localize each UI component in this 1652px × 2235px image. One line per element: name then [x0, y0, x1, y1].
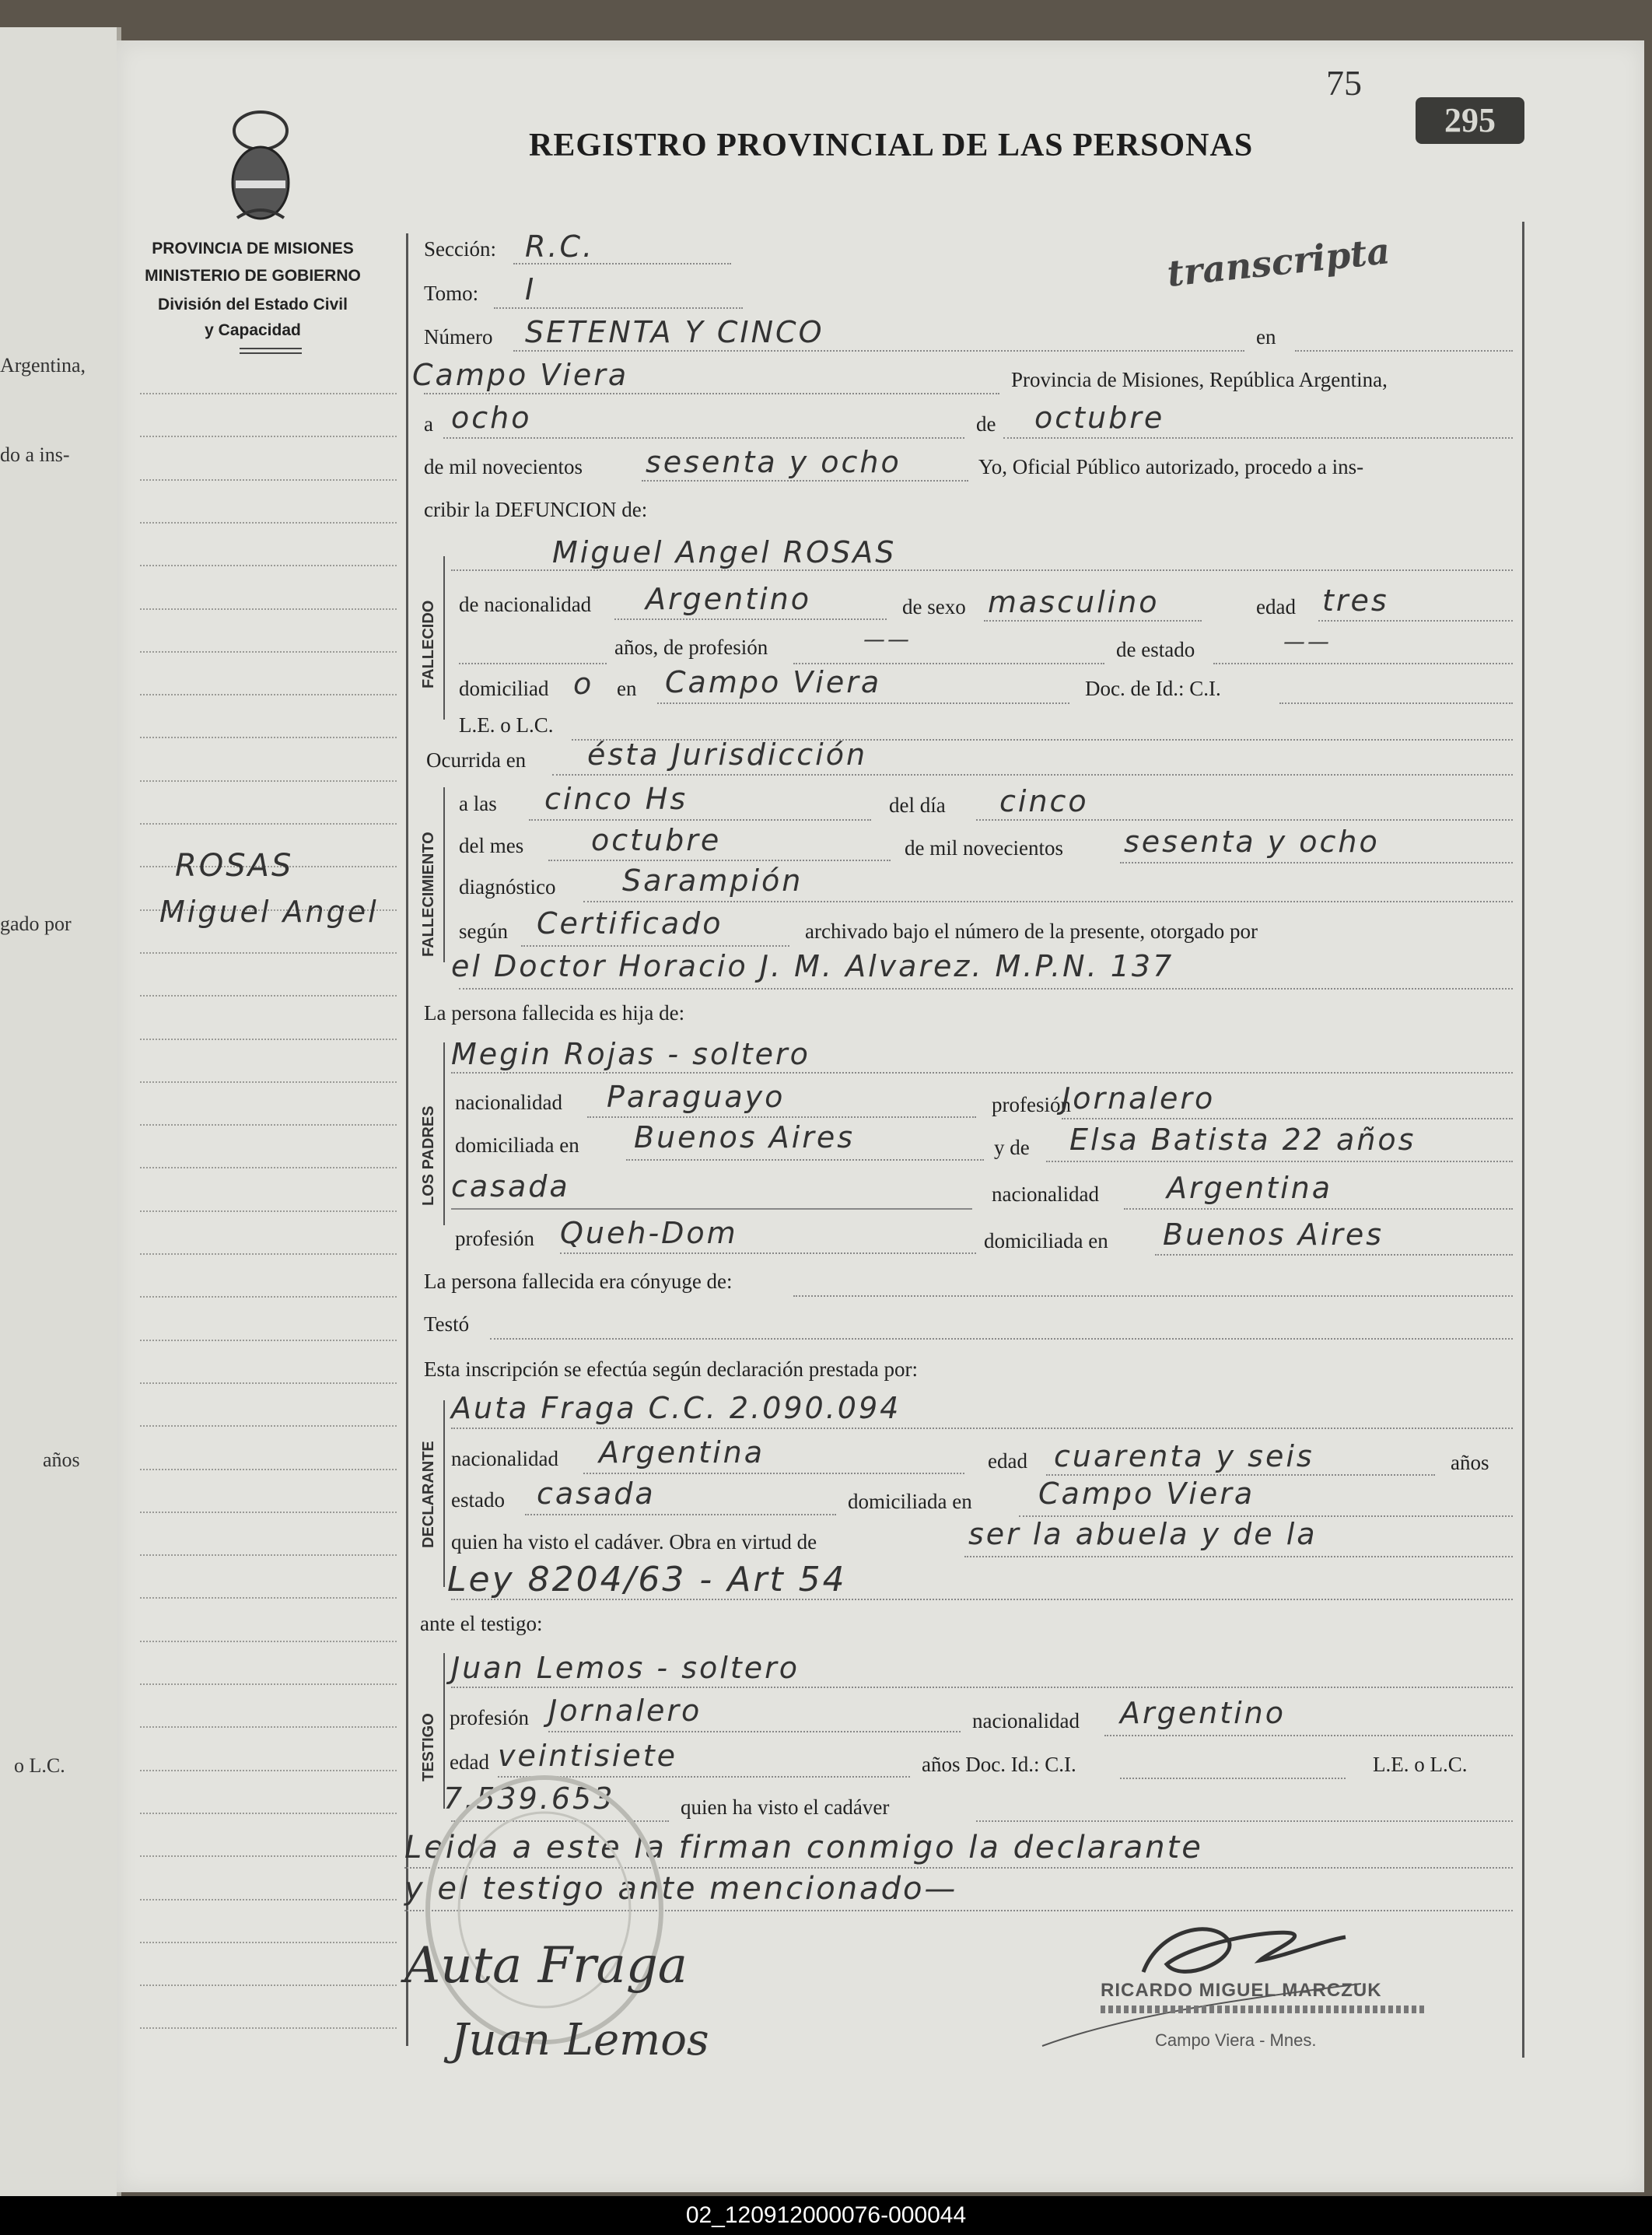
margin-rule-line: [140, 1942, 397, 1943]
field-line: [451, 1072, 1513, 1074]
margin-rule-line: [140, 1340, 397, 1341]
value-virtud: ser la abuela y de la: [968, 1517, 1318, 1551]
margin-rule-line: [140, 1081, 397, 1083]
margin-rule-line: [140, 1726, 397, 1728]
field-line: [1155, 1254, 1513, 1256]
label-a: a: [424, 412, 433, 436]
label-edad: edad: [988, 1449, 1027, 1473]
field-line: [521, 945, 789, 947]
label-sexo: de sexo: [902, 595, 966, 618]
label-mil: de mil novecientos: [424, 455, 583, 478]
label-estado: estado: [451, 1488, 505, 1512]
value-padre-prof: Jornalero: [1062, 1081, 1216, 1116]
value-leida2: y el testigo ante mencionado—: [404, 1871, 958, 1907]
value-segun: Certificado: [537, 906, 723, 941]
right-border-line: [1522, 222, 1524, 2058]
field-line: [1124, 1208, 1513, 1210]
value-hora: cinco Hs: [544, 782, 688, 816]
field-line: [451, 1687, 1513, 1688]
field-line: [548, 1731, 961, 1732]
field-line: [964, 1556, 1513, 1557]
section-label-fallecido: FALLECIDO: [420, 600, 437, 688]
label-profesion: profesión: [455, 1227, 534, 1250]
label-diagnostico: diagnóstico: [459, 875, 556, 899]
left-page-text: o L.C.: [14, 1754, 65, 1777]
agency-line: y Capacidad: [205, 321, 301, 339]
value-test-prof: Jornalero: [548, 1694, 702, 1728]
section-bracket: [443, 787, 445, 962]
value-ano-fallec: sesenta y ocho: [1124, 825, 1380, 859]
field-line: [451, 1428, 1513, 1429]
field-line: [443, 437, 964, 439]
value-padre-dom: Buenos Aires: [634, 1120, 856, 1154]
signature-testigo: Juan Lemos: [451, 2015, 709, 2065]
label-visto: quien ha visto el cadáver: [681, 1795, 890, 1819]
value-madre-prof: Queh-Dom: [560, 1216, 738, 1250]
label-archivado: archivado bajo el número de la presente, otorgado por: [805, 920, 1258, 943]
field-line: [626, 1159, 984, 1161]
field-line: [1213, 663, 1513, 664]
left-page-text: gado por: [0, 913, 72, 935]
field-line: [494, 307, 743, 309]
agency-line: PROVINCIA DE MISIONES: [152, 240, 354, 257]
label-profesion: profesión: [992, 1093, 1071, 1116]
margin-rule-line: [140, 1512, 397, 1513]
round-seal-icon: [420, 1766, 669, 2054]
label-domiciliada-en: domiciliada en: [848, 1490, 972, 1513]
agency-divider: [240, 348, 302, 354]
margin-rule-line: [140, 1469, 397, 1470]
field-line: [1295, 350, 1513, 352]
field-line: [459, 663, 607, 664]
margin-rule-line: [140, 737, 397, 738]
margin-rule-line: [140, 1899, 397, 1900]
field-line: [642, 480, 968, 482]
value-ocurrida: ésta Jurisdicción: [587, 737, 868, 772]
label-en: en: [617, 677, 637, 700]
value-declarante: Auta Fraga C.C. 2.090.094: [451, 1391, 901, 1425]
margin-rule-line: [140, 780, 397, 782]
label-ocurrida: Ocurrida en: [426, 748, 527, 772]
field-line: [583, 1473, 964, 1474]
label-domiciliada-en: domiciliada en: [455, 1133, 579, 1157]
label-seccion: Sección:: [424, 237, 496, 261]
field-line: [1120, 1778, 1346, 1779]
label-visto-obra: quien ha visto el cadáver. Obra en virtud de: [451, 1530, 817, 1554]
value-padre: Megin Rojas - soltero: [451, 1037, 810, 1071]
margin-rule-line: [140, 1296, 397, 1298]
page-number: 75: [1326, 63, 1362, 103]
margin-rule-line: [140, 608, 397, 610]
value-leida1: Leida a este la firman conmigo la declarante: [404, 1830, 1203, 1865]
label-oficial: Yo, Oficial Público autorizado, procedo a ins-: [978, 455, 1364, 478]
section-bracket: [443, 1400, 445, 1587]
field-line: [451, 1208, 972, 1210]
section-label-testigo: TESTIGO: [420, 1713, 437, 1781]
margin-line: [406, 233, 408, 2046]
signature-declarante: Auta Fraga: [404, 1937, 688, 1995]
field-line: [1046, 1474, 1435, 1476]
page-title: REGISTRO PROVINCIAL DE LAS PERSONAS: [529, 128, 1254, 163]
left-page-text: Argentina,: [0, 354, 86, 377]
margin-rule-line: [140, 393, 397, 394]
label-edad: edad: [1256, 595, 1296, 618]
margin-rule-line: [140, 995, 397, 997]
label-anos-profesion: años, de profesión: [614, 636, 768, 659]
value-domicilio: Campo Viera: [665, 665, 882, 699]
field-line: [490, 1338, 1513, 1340]
value-seccion: R.C.: [525, 229, 595, 264]
field-line: [560, 1252, 976, 1254]
section-bracket: [443, 556, 445, 720]
coat-of-arms-icon: [222, 109, 299, 226]
label-profesion2: profesión: [450, 1706, 529, 1729]
label-ante: ante el testigo:: [420, 1612, 543, 1635]
field-line: [1318, 620, 1513, 622]
label-inscripcion: Esta inscripción se efectúa según declaración prestada por:: [424, 1357, 918, 1381]
value-tomo: I: [525, 272, 537, 307]
value-decl-dom: Campo Viera: [1038, 1477, 1255, 1511]
field-line: [1003, 437, 1513, 439]
value-dia: ocho: [451, 401, 532, 435]
label-edad2: edad: [450, 1750, 489, 1774]
value-dia-fallec: cinco: [999, 784, 1089, 818]
margin-rule-line: [140, 1554, 397, 1556]
field-line: [614, 618, 887, 620]
agency-line: División del Estado Civil: [158, 296, 348, 314]
field-line: [459, 988, 1513, 990]
label-de-mil: de mil novecientos: [905, 836, 1063, 860]
label-a-las: a las: [459, 792, 497, 815]
value-mes: octubre: [1034, 401, 1165, 435]
label-anos-doc: años Doc. Id.: C.I.: [922, 1753, 1076, 1776]
label-estado: de estado: [1116, 638, 1195, 661]
label-provincia: Provincia de Misiones, República Argentina,: [1011, 368, 1388, 391]
value-madre-nac: Argentina: [1167, 1171, 1333, 1205]
label-y-de: y de: [994, 1136, 1030, 1159]
value-testigo: Juan Lemos - soltero: [451, 1651, 800, 1685]
field-line: [976, 1820, 1513, 1822]
label-del-mes: del mes: [459, 834, 524, 857]
margin-rule-line: [140, 1855, 397, 1857]
value-edad: tres: [1322, 583, 1389, 618]
label-nacionalidad: nacionalidad: [451, 1447, 558, 1470]
field-line: [548, 860, 891, 861]
left-page-text: años: [43, 1449, 80, 1471]
field-line: [513, 350, 1244, 352]
field-line: [1062, 1118, 1513, 1119]
value-ano: sesenta y ocho: [646, 445, 901, 479]
field-line: [529, 819, 871, 821]
label-testo: Testó: [424, 1312, 470, 1336]
field-line: [1120, 862, 1513, 864]
margin-rule-line: [140, 2027, 397, 2029]
value-sexo: masculino: [988, 585, 1160, 619]
margin-rule-line: [140, 1253, 397, 1255]
value-estado: ——: [1283, 629, 1332, 654]
margin-rule-line: [140, 1425, 397, 1427]
margin-rule-line: [140, 436, 397, 437]
section-label-fallecimiento: FALLECIMIENTO: [420, 832, 437, 957]
margin-rule-line: [140, 1985, 397, 1986]
official-stamp-location: Campo Viera - Mnes.: [1155, 2030, 1317, 2050]
label-anos: años: [1451, 1451, 1489, 1474]
scan-id-footer: 02_120912000076-000044: [0, 2196, 1652, 2235]
value-nombre: Miguel Angel ROSAS: [552, 535, 897, 569]
label-nacionalidad: nacionalidad: [455, 1091, 562, 1114]
label-en: en: [1256, 325, 1276, 349]
label-conyuge: La persona fallecida era cónyuge de:: [424, 1270, 733, 1293]
margin-rule-line: [140, 522, 397, 524]
label-nacionalidad: nacionalidad: [972, 1709, 1080, 1732]
margin-rule-line: [140, 1683, 397, 1685]
value-decl-edad: cuarenta y seis: [1054, 1439, 1314, 1473]
value-diagnostico: Sarampión: [622, 864, 803, 898]
label-nacionalidad: de nacionalidad: [459, 593, 592, 616]
margin-surname: ROSAS: [175, 848, 294, 884]
field-line: [793, 663, 1104, 664]
label-domiciliada-en: domiciliada en: [984, 1229, 1108, 1252]
value-domicilio-suffix: o: [573, 667, 594, 701]
value-otorgado: el Doctor Horacio J. M. Alvarez. M.P.N. 137: [451, 949, 1174, 983]
value-lugar: Campo Viera: [412, 358, 629, 392]
section-label-declarante: DECLARANTE: [420, 1441, 437, 1548]
value-decl-estado: casada: [537, 1477, 656, 1511]
field-line: [984, 620, 1202, 622]
value-test-doc: 7.539.653: [443, 1781, 615, 1816]
margin-rule-line: [140, 1641, 397, 1642]
margin-rule-line: [140, 1770, 397, 1771]
value-madre-estado: casada: [451, 1169, 570, 1203]
stamp-number: 295: [1416, 97, 1524, 144]
margin-rule-line: [140, 1597, 397, 1599]
label-le-lc: L.E. o L.C.: [459, 713, 554, 737]
label-hija: La persona fallecida es hija de:: [424, 1001, 685, 1025]
field-line: [587, 1116, 976, 1118]
margin-rule-line: [140, 1813, 397, 1814]
value-profesion: ——: [863, 626, 912, 652]
value-madre: Elsa Batista 22 años: [1069, 1123, 1416, 1157]
label-segun: según: [459, 920, 508, 943]
label-nacionalidad: nacionalidad: [992, 1182, 1099, 1206]
field-line: [1046, 1161, 1513, 1162]
margin-rule-line: [140, 694, 397, 695]
value-nacionalidad: Argentino: [646, 582, 811, 616]
margin-given-name: Miguel Angel: [159, 895, 379, 929]
section-bracket: [443, 1042, 445, 1225]
value-padre-nac: Paraguayo: [607, 1080, 786, 1114]
field-line: [1104, 1735, 1513, 1736]
margin-rule-line: [140, 1210, 397, 1212]
field-line: [657, 702, 1069, 704]
margin-rule-line: [140, 479, 397, 481]
value-mes-fallec: octubre: [591, 823, 722, 857]
value-test-edad: veintisiete: [498, 1739, 677, 1773]
label-inscribir: cribir la DEFUNCION de:: [424, 498, 648, 521]
field-line: [525, 1514, 836, 1515]
label-tomo: Tomo:: [424, 282, 479, 305]
value-test-nac: Argentino: [1120, 1696, 1286, 1730]
left-page-text: do a ins-: [0, 443, 70, 466]
margin-rule-line: [140, 1167, 397, 1168]
margin-rule-line: [140, 1039, 397, 1040]
label-domiciliad: domiciliad: [459, 677, 549, 700]
margin-rule-line: [140, 952, 397, 954]
official-stamp-title: [1101, 2006, 1427, 2013]
label-de: de: [976, 412, 996, 436]
field-line: [451, 569, 1513, 571]
margin-rule-line: [140, 1124, 397, 1126]
section-label-padres: LOS PADRES: [420, 1105, 437, 1206]
field-line: [424, 393, 999, 394]
margin-rule-line: [140, 651, 397, 653]
official-stamp-name: RICARDO MIGUEL MARCZUK: [1101, 1980, 1382, 2001]
field-line: [552, 774, 1513, 776]
label-numero: Número: [424, 325, 493, 349]
margin-rule-line: [140, 1382, 397, 1384]
margin-rule-line: [140, 823, 397, 825]
field-line: [583, 901, 1513, 902]
field-line: [1279, 702, 1513, 704]
label-doc: Doc. de Id.: C.I.: [1085, 677, 1221, 700]
field-line: [976, 819, 1513, 821]
value-decl-nac: Argentina: [599, 1435, 765, 1470]
agency-line: MINISTERIO DE GOBIERNO: [145, 267, 361, 285]
margin-rule-line: [140, 565, 397, 566]
value-numero: SETENTA Y CINCO: [525, 315, 824, 349]
label-le-lc2: L.E. o L.C.: [1373, 1753, 1468, 1776]
value-madre-dom: Buenos Aires: [1163, 1217, 1384, 1252]
label-del-dia: del día: [889, 793, 946, 817]
value-ley: Ley 8204/63 - Art 54: [447, 1560, 847, 1599]
field-line: [793, 1295, 1513, 1297]
transcribed-signature: transcripta: [1164, 229, 1392, 295]
